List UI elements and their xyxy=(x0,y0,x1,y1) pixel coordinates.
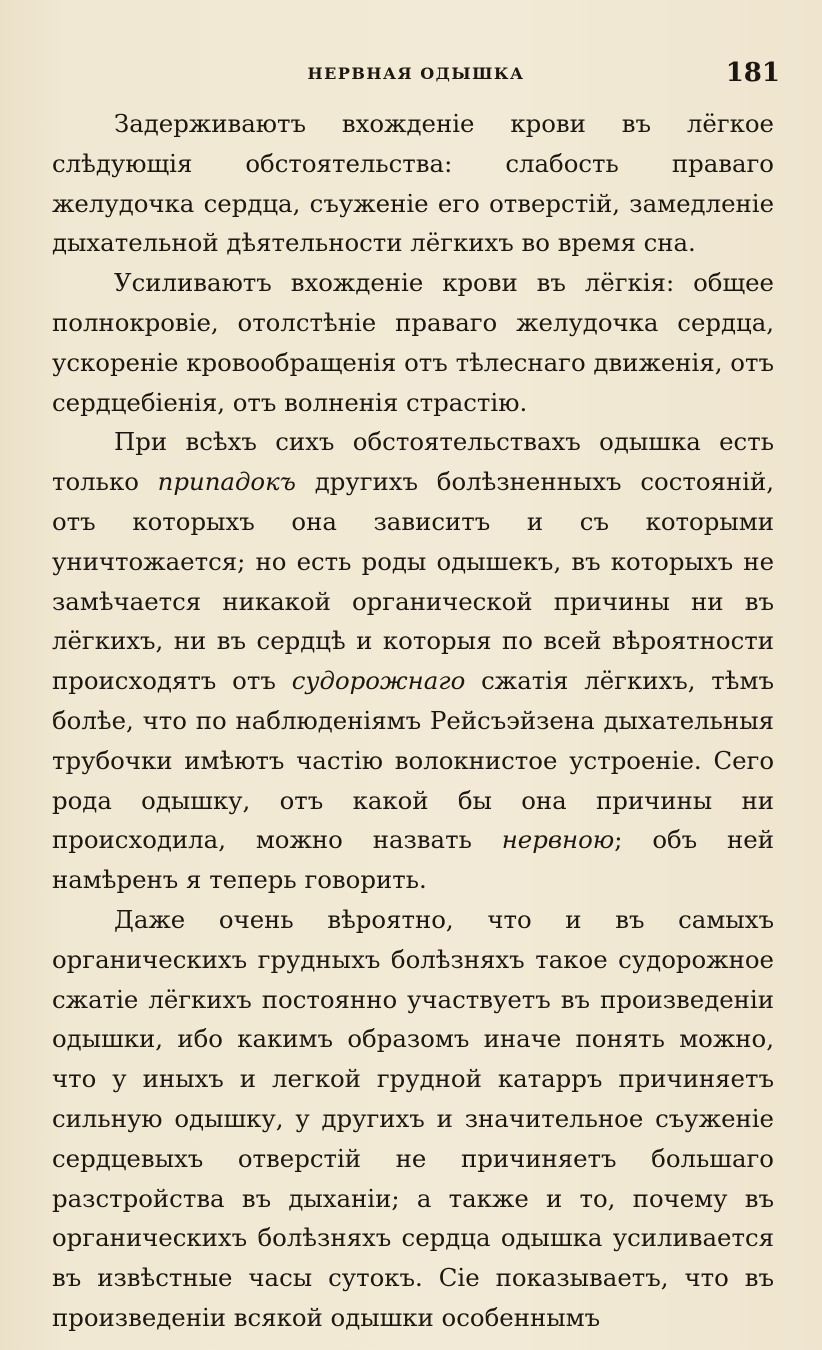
page-number: 181 xyxy=(725,58,780,88)
paragraph xyxy=(52,263,774,422)
italic-term: нервною xyxy=(501,825,615,855)
italic-term: припадокъ xyxy=(157,467,296,497)
text-run: Задерживаютъ вхожденіе крови въ лёгкое слѣдующія обстоятельства: слабость праваго желудочка сердца, съуженіе его отверстій, замедленіе дыхательной дѣятельности лёгкихъ во время сна. xyxy=(52,109,774,258)
text-run: другихъ болѣзненныхъ состояній, отъ которыхъ она зависитъ и съ которыми уничтожается; но есть роды одышекъ, въ которыхъ не замѣчается никакой органической причины ни въ лёгкихъ, ни въ сердцѣ и которыя по всей вѣроятности происходятъ отъ xyxy=(52,467,774,696)
text-run: При всѣхъ сихъ обстоятельствахъ одышка есть только xyxy=(52,427,774,497)
page-header xyxy=(52,58,780,92)
italic-term: судорожнаго xyxy=(291,666,466,696)
body-text xyxy=(52,104,774,1338)
paragraph xyxy=(52,104,774,263)
text-run: ; объ ней намѣренъ я теперь говорить. xyxy=(52,825,774,895)
paragraph xyxy=(52,900,774,1338)
text-run: Усиливаютъ вхожденіе крови въ лёгкія: общее полнокровіе, отолстѣніе праваго желудочка сердца, ускореніе кровообращенія отъ тѣлеснаго движенія, отъ сердцебіенія, отъ волненія страстію. xyxy=(52,268,774,417)
running-head: НЕРВНАЯ ОДЫШКА xyxy=(307,64,525,83)
paragraph xyxy=(52,422,774,900)
text-run: сжатія лёгкихъ, тѣмъ болѣе, что по наблюденіямъ Рейсъэйзена дыхательныя трубочки имѣютъ частію волокнистое устроеніе. Сего рода одышку, отъ какой бы она причины ни происходила, можно назвать xyxy=(52,666,775,855)
text-run: Даже очень вѣроятно, что и въ самыхъ органическихъ грудныхъ болѣзняхъ такое судорожное сжатіе лёгкихъ постоянно участвуетъ въ произведеніи одышки, ибо какимъ образомъ иначе понять можно, что у иныхъ и легкой грудной катарръ причиняетъ сильную одышку, у другихъ и значительное съуженіе сердцевыхъ отверстій не причиняетъ большаго разстройства въ дыханіи; а также и то, почему въ органическихъ болѣзняхъ сердца одышка усиливается въ извѣстные часы сутокъ. Сіе показываетъ, что въ произведеніи всякой одышки особеннымъ xyxy=(52,904,774,1332)
